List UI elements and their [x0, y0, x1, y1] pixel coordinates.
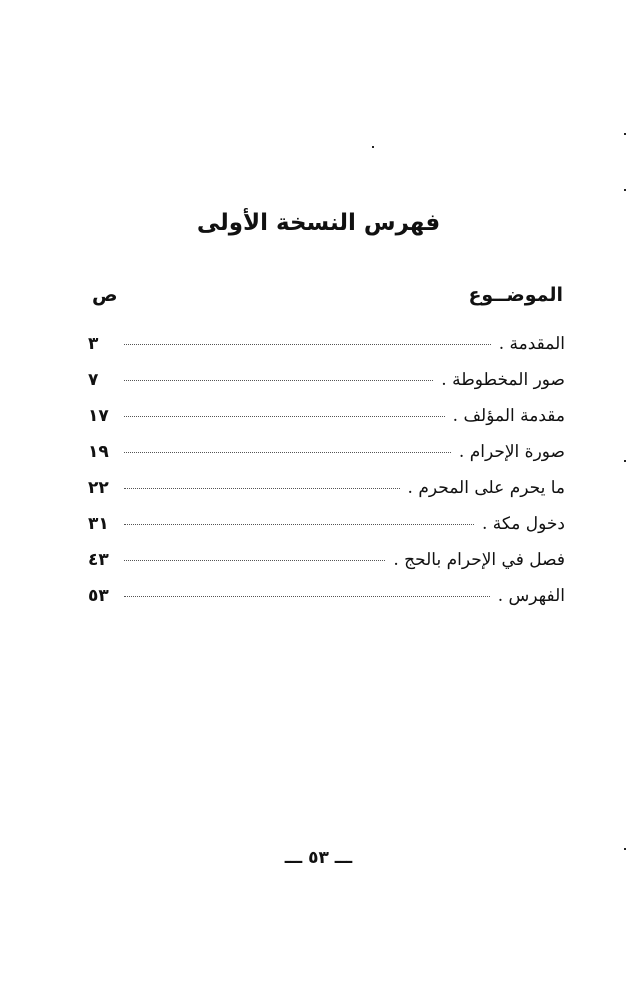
dot-leader — [124, 595, 490, 597]
column-header-page: ص — [92, 284, 118, 306]
toc-entry — [88, 478, 565, 514]
toc-entry — [88, 370, 565, 406]
dot-leader — [124, 415, 445, 417]
toc-entry-page: ١٧ — [88, 406, 109, 426]
dot-leader — [124, 379, 433, 381]
toc-entry-title: دخول مكة . — [481, 514, 565, 534]
toc-entry-title: صورة الإحرام . — [458, 442, 565, 462]
toc-entry — [88, 514, 565, 550]
scan-speck — [624, 848, 626, 850]
scan-speck — [624, 133, 626, 135]
toc-entry-page: ٧ — [88, 370, 99, 390]
toc-entry-page: ٥٣ — [88, 586, 109, 606]
dot-leader — [124, 523, 474, 525]
column-header-topic: الموضــوع — [468, 284, 563, 306]
dot-leader — [124, 487, 400, 489]
table-of-contents — [88, 334, 565, 622]
toc-entry — [88, 586, 565, 622]
dot-leader — [124, 559, 385, 561]
toc-entry-page: ٣١ — [88, 514, 109, 534]
toc-entry — [88, 406, 565, 442]
toc-entry-title: صور المخطوطة . — [441, 370, 565, 390]
toc-entry-page: ٢٢ — [88, 478, 109, 498]
toc-entry-page: ٣ — [88, 334, 99, 354]
dot-leader — [124, 343, 491, 345]
toc-entry-title: ما يحرم على المحرم . — [407, 478, 565, 498]
page-number: ـــ ٥٣ ـــ — [284, 848, 353, 868]
page-title: فهرس النسخة الأولى — [196, 210, 441, 236]
scan-speck — [372, 146, 374, 148]
toc-entry-title: المقدمة . — [498, 334, 565, 354]
toc-entry-title: مقدمة المؤلف . — [452, 406, 565, 426]
dot-leader — [124, 451, 451, 453]
toc-entry-page: ١٩ — [88, 442, 109, 462]
toc-entry — [88, 442, 565, 478]
scan-speck — [624, 189, 626, 191]
toc-entry-title: الفهرس . — [497, 586, 565, 606]
toc-entry — [88, 550, 565, 586]
scan-speck — [624, 460, 626, 462]
toc-entry-page: ٤٣ — [88, 550, 109, 570]
toc-entry-title: فصل في الإحرام بالحج . — [393, 550, 565, 570]
toc-entry — [88, 334, 565, 370]
